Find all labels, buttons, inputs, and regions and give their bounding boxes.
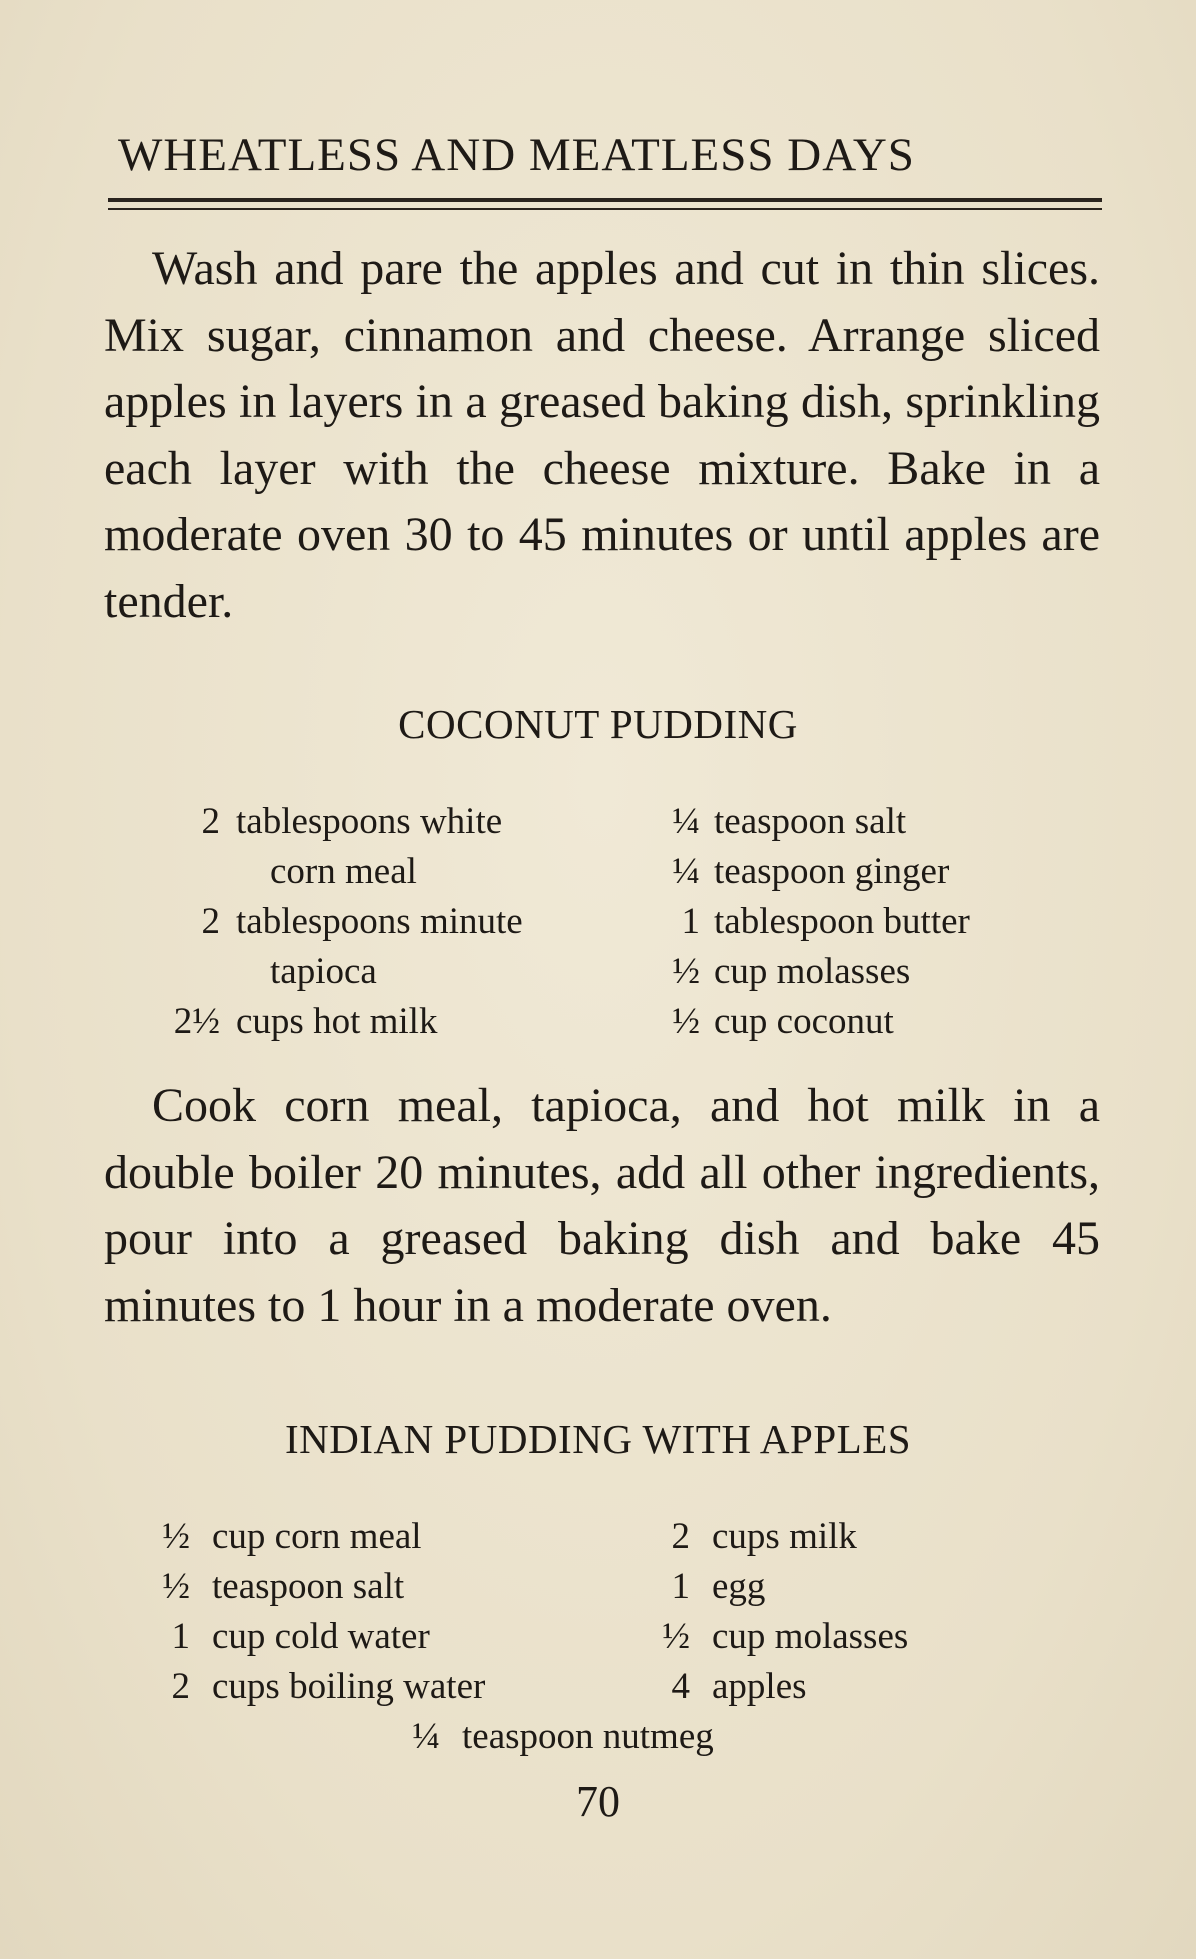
running-header: WHEATLESS AND MEATLESS DAYS <box>118 129 915 181</box>
header-rule-thin <box>108 208 1102 210</box>
book-page: WHEATLESS AND MEATLESS DAYS Wash and pare the apples and cut in thin slices. Mix sugar, cinnamon and cheese. Arrange sliced apples in layers in a greased baking dish, sprinkling each layer with the cheese mixture. Bake in a moderate oven 30 to 45 minutes or until apples are tender. COCONUT PUDDING 2 tablespoons white corn meal 2 tablespoons minute tapioca 2½ cups hot milk ¼ teaspoon salt ¼ teaspoon ginger 1 tablespoon butter ½ cup molasses ½ cup coconut Cook corn meal, tapioca, and hot milk in a double boiler 20 minutes, add all other ingredients, pour into a greased baking dish and bake 45 minutes to 1 hour in a moderate oven. INDIAN PUDDING WITH APPLES ½ cup corn meal ½ teaspoon salt 1 cup cold water 2 cups boiling water 2 cups milk 1 egg ½ cup molasses 4 apples ¼ teaspoon nutmeg 70 <box>0 0 1196 1959</box>
baked-apple-directions: Wash and pare the apples and cut in thin slices. Mix sugar, cinnamon and cheese. Arrange sliced apples in layers in a greased baking dish, sprinkling each layer with the cheese mixture. Bake in a moderate oven 30 to 45 minutes or until apples are tender. <box>104 242 1100 628</box>
indian-pudding-title: INDIAN PUDDING WITH APPLES <box>284 1416 912 1462</box>
header-rule-thick <box>108 198 1102 202</box>
coconut-pudding-directions: Cook corn meal, tapioca, and hot milk in a double boiler 20 minutes, add all other ingredients, pour into a greased baking dish and bake 45 minutes to 1 hour in a moderate oven. <box>104 1079 1100 1332</box>
coconut-pudding-title: COCONUT PUDDING <box>398 701 798 747</box>
page-number: 70 <box>576 1777 620 1826</box>
